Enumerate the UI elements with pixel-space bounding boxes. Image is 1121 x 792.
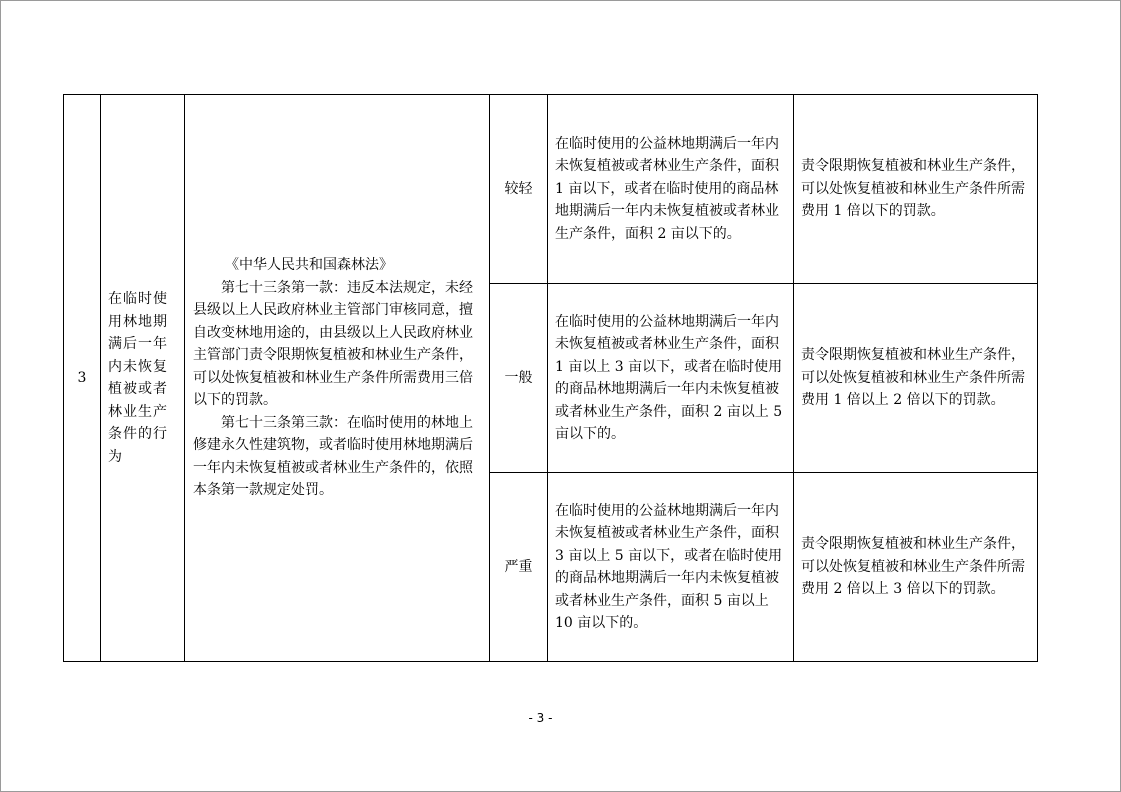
level-label: 一般 [504,369,533,386]
penalty-text: 责令限期恢复植被和林业生产条件，可以处恢复植被和林业生产条件所需费用 1 倍以上 2 倍以下的罚款。 [801,347,1025,409]
level-label: 严重 [504,558,533,575]
row-number: 3 [77,369,87,386]
penalty-cell [794,284,1038,473]
circumstance-text: 在临时使用的公益林地期满后一年内未恢复植被或者林业生产条件，面积 1 亩以下，或者在临时使用的商品林地期满后一年内未恢复植被或者林业生产条件，面积 2 亩以下的。 [555,135,779,242]
penalty-text: 责令限期恢复植被和林业生产条件，可以处恢复植被和林业生产条件所需费用 1 倍以下的罚款。 [801,158,1025,220]
violation-act: 在临时使用林地期满后一年内未恢复植被或者林业生产条件的行为 [108,291,168,465]
circumstance-text: 在临时使用的公益林地期满后一年内未恢复植被或者林业生产条件，面积 1 亩以上 3 亩以下，或者在临时使用的商品林地期满后一年内未恢复植被或者林业生产条件，面积 2 亩以上 5 亩以下的。 [555,313,783,442]
circumstance-cell [548,284,794,473]
circumstance-text: 在临时使用的公益林地期满后一年内未恢复植被或者林业生产条件，面积 3 亩以上 5 亩以下，或者在临时使用的商品林地期满后一年内未恢复植被或者林业生产条件，面积 5 亩以上 10 亩以下的。 [555,502,783,631]
penalty-text: 责令限期恢复植被和林业生产条件，可以处恢复植被和林业生产条件所需费用 2 倍以上 3 倍以下的罚款。 [801,536,1025,598]
penalty-cell [794,473,1038,662]
legal-basis-cell [185,95,490,662]
table-row [64,95,1038,284]
penalty-standard-table [63,94,1038,662]
law-title: 《中华人民共和国森林法》 [225,257,393,274]
penalty-cell [794,95,1038,284]
row-number-cell [64,95,101,662]
circumstance-cell [548,473,794,662]
legal-basis-paragraph: 第七十三条第一款：违反本法规定，未经县级以上人民政府林业主管部门审核同意，擅自改变林地用途的，由县级以上人民政府林业主管部门责令限期恢复植被和林业生产条件，可以处恢复植被和林业生产条件所需费用三倍以下的罚款。 [193,279,473,409]
violation-act-cell [101,95,185,662]
page-number: - 3 - [528,711,553,725]
circumstance-cell [548,95,794,284]
level-cell [490,95,548,284]
level-cell [490,473,548,662]
level-label: 较轻 [504,180,533,197]
level-cell [490,284,548,473]
legal-basis-paragraph: 第七十三条第三款：在临时使用的林地上修建永久性建筑物，或者临时使用林地期满后一年内未恢复植被或者林业生产条件的，依照本条第一款规定处罚。 [193,414,473,499]
